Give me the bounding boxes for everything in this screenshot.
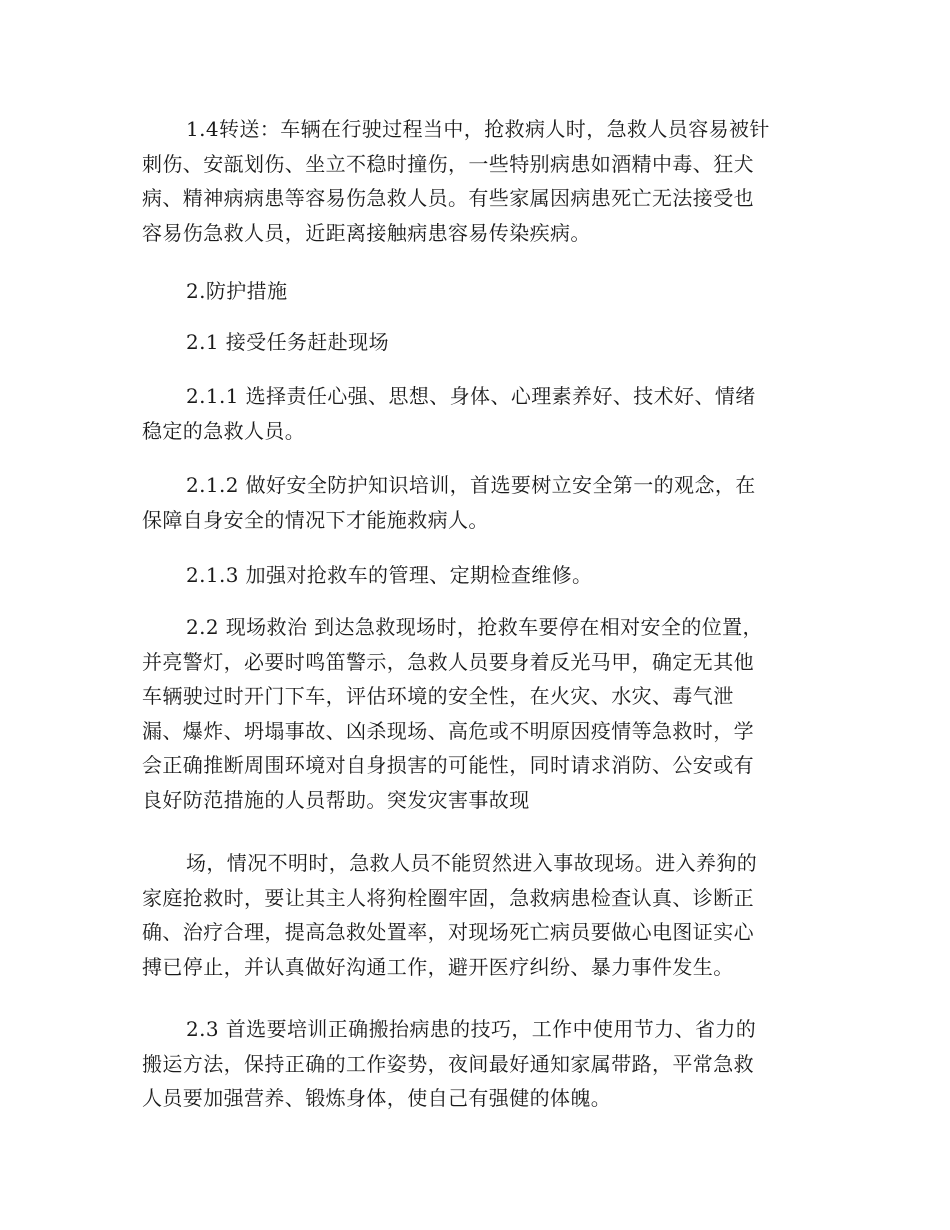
text-line: 并亮警灯，必要时鸣笛警示，急救人员要身着反光马甲，确定无其他 [142, 649, 754, 674]
section-heading-2-1 [142, 325, 810, 360]
text-line: 2.1 接受任务赶赴现场 [186, 330, 389, 354]
paragraph-1-4 [142, 112, 810, 250]
text-line: 稳定的急救人员。 [142, 418, 306, 443]
paragraph-2-1-2 [142, 468, 810, 537]
paragraph-2-3 [142, 1012, 810, 1116]
text-line: 病、精神病病患等容易伤急救人员。有些家属因病患死亡无法接受也 [142, 186, 754, 210]
text-line: 搬运方法，保持正确的工作姿势，夜间最好通知家属带路，平常急救 [142, 1051, 754, 1076]
text-line: 家庭抢救时，要让其主人将狗栓圈牢固，急救病患检查认真、诊断正 [142, 885, 754, 910]
text-line: 漏、爆炸、坍塌事故、凶杀现场、高危或不明原因疫情等急救时，学 [142, 718, 754, 743]
text-line: 2.1.2 做好安全防护知识培训，首选要树立安全第一的观念，在 [186, 473, 756, 497]
text-line: 2.3 首选要培训正确搬抬病患的技巧，工作中使用节力、省力的 [186, 1017, 757, 1041]
paragraph-2-1-1 [142, 379, 810, 448]
text-line: 搏已停止，并认真做好沟通工作，避开医疗纠纷、暴力事件发生。 [142, 954, 734, 979]
text-line: 2.2 现场救治 到达急救现场时，抢救车要停在相对安全的位置， [186, 615, 763, 639]
text-line: 场，情况不明时，急救人员不能贸然进入事故现场。进入养狗的 [186, 851, 758, 875]
text-line: 良好防范措施的人员帮助。突发灾害事故现 [142, 787, 530, 812]
text-line: 2.防护措施 [186, 279, 288, 303]
text-line: 会正确推断周围环境对自身损害的可能性，同时请求消防、公安或有 [142, 753, 754, 777]
text-line: 保障自身安全的情况下才能施救病人。 [142, 507, 489, 532]
text-line: 确、治疗合理，提高急救处置率，对现场死亡病员要做心电图证实心 [142, 920, 754, 944]
text-line: 车辆驶过时开门下车，评估环境的安全性，在火灾、水灾、毒气泄 [142, 684, 734, 708]
section-heading-2 [142, 274, 810, 309]
text-line: 人员要加强营养、锻炼身体，使自己有强健的体魄。 [142, 1086, 612, 1110]
paragraph-2-2-continued [142, 846, 810, 984]
text-line: 1.4转送：车辆在行驶过程当中，抢救病人时，急救人员容易被针 [186, 117, 770, 141]
paragraph-2-1-3 [142, 558, 810, 593]
text-line: 刺伤、安瓿划伤、坐立不稳时撞伤，一些特别病患如酒精中毒、狂犬 [142, 151, 754, 176]
paragraph-2-2 [142, 610, 810, 817]
text-line: 2.1.1 选择责任心强、思想、身体、心理素养好、技术好、情绪 [186, 384, 756, 408]
text-line: 2.1.3 加强对抢救车的管理、定期检查维修。 [186, 563, 593, 587]
text-line: 容易伤急救人员，近距离接触病患容易传染疾病。 [142, 220, 591, 245]
